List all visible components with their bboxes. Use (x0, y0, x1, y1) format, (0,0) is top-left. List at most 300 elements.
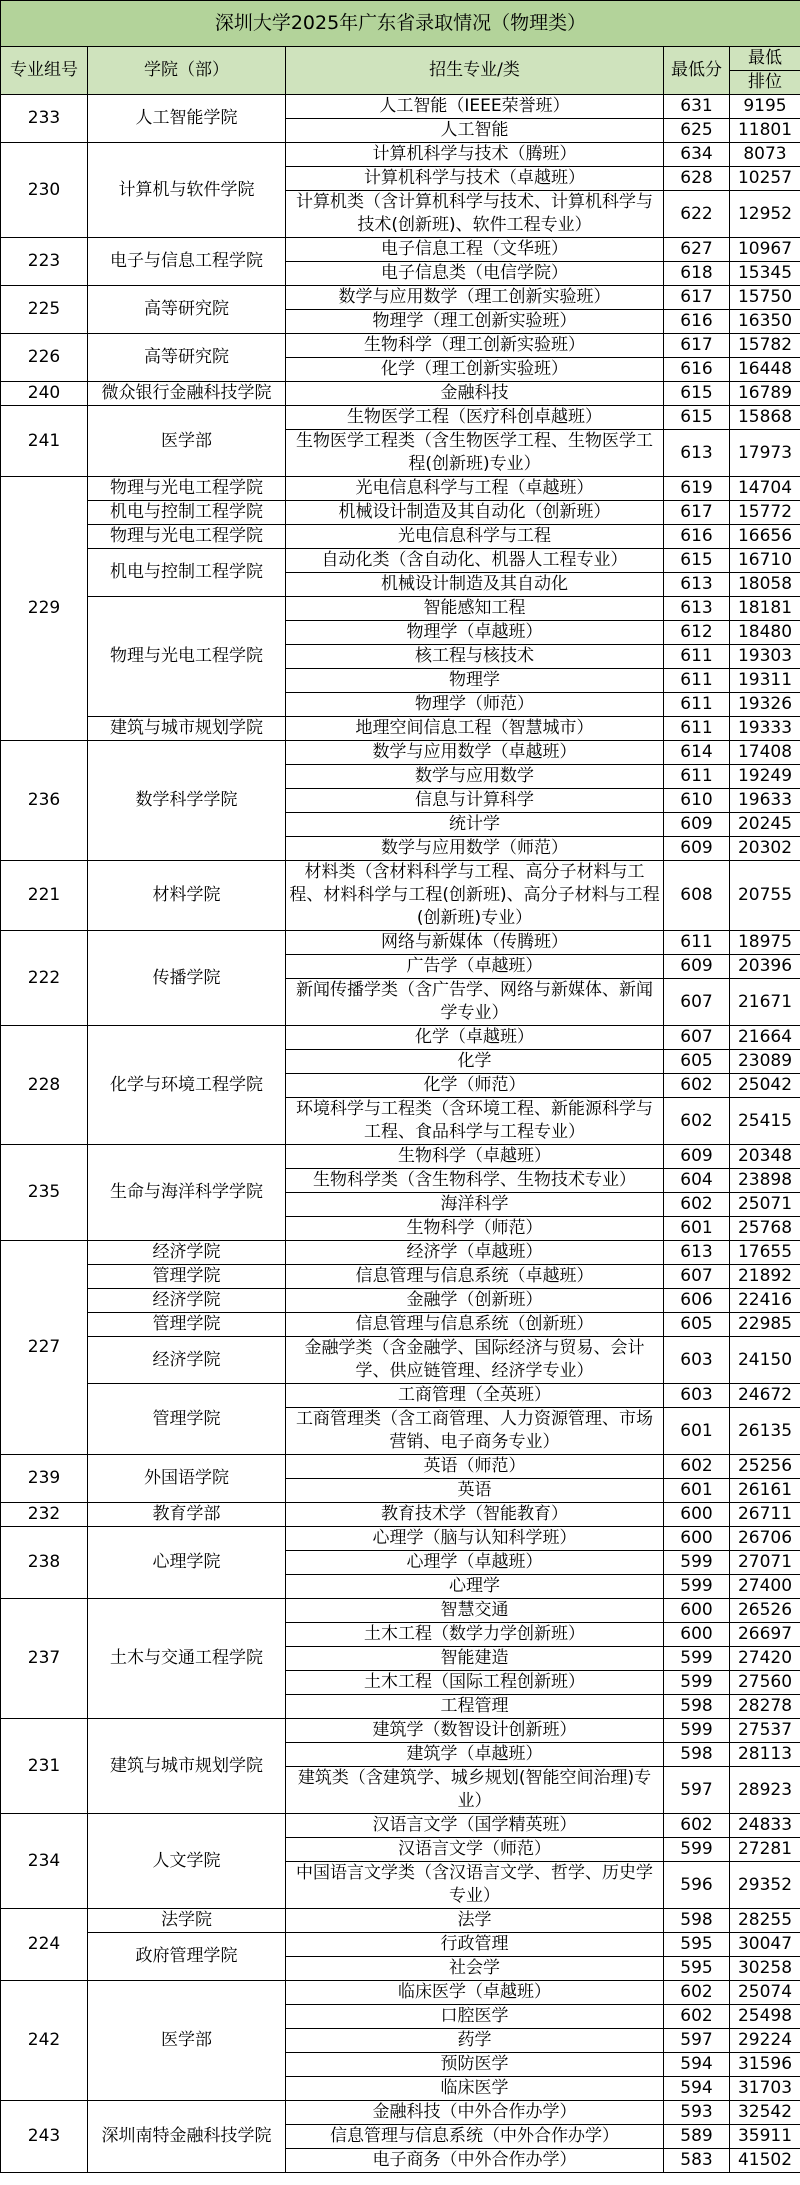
min-rank-cell: 17655 (730, 1241, 800, 1265)
college-cell: 管理学院 (88, 1265, 286, 1289)
major-cell: 化学（理工创新实验班） (286, 358, 664, 382)
college-cell: 管理学院 (88, 1313, 286, 1337)
min-score-cell: 607 (664, 979, 730, 1026)
min-rank-cell: 41502 (730, 2149, 800, 2173)
major-cell: 人工智能 (286, 119, 664, 143)
min-rank-cell: 32542 (730, 2101, 800, 2125)
min-score-cell: 613 (664, 1241, 730, 1265)
college-cell: 政府管理学院 (88, 1933, 286, 1981)
min-score-cell: 615 (664, 382, 730, 406)
min-rank-cell: 26711 (730, 1503, 800, 1527)
table-row (1, 406, 800, 430)
min-score-cell: 599 (664, 1551, 730, 1575)
min-score-cell: 595 (664, 1933, 730, 1957)
major-cell: 金融科技（中外合作办学） (286, 2101, 664, 2125)
major-cell: 经济学（卓越班） (286, 1241, 664, 1265)
major-cell: 预防医学 (286, 2053, 664, 2077)
table-row (1, 1814, 800, 1838)
min-score-cell: 618 (664, 262, 730, 286)
major-cell: 建筑学（卓越班） (286, 1743, 664, 1767)
major-cell: 电子信息工程（文华班） (286, 238, 664, 262)
group-id-cell: 221 (1, 861, 88, 931)
college-cell: 经济学院 (88, 1241, 286, 1265)
college-cell: 心理学院 (88, 1527, 286, 1599)
min-rank-cell: 31703 (730, 2077, 800, 2101)
major-cell: 化学（师范） (286, 1074, 664, 1098)
major-cell: 心理学（脑与认知科学班） (286, 1527, 664, 1551)
min-rank-cell: 19303 (730, 645, 800, 669)
major-cell: 生物科学（卓越班） (286, 1145, 664, 1169)
table-row (1, 238, 800, 262)
major-cell: 金融科技 (286, 382, 664, 406)
min-rank-cell: 26706 (730, 1527, 800, 1551)
group-id-cell: 232 (1, 1503, 88, 1527)
major-cell: 中国语言文学类（含汉语言文学、哲学、历史学专业） (286, 1862, 664, 1909)
table-body (1, 95, 800, 2173)
min-score-cell: 602 (664, 1193, 730, 1217)
table-row (1, 717, 800, 741)
major-cell: 生物科学（理工创新实验班） (286, 334, 664, 358)
min-score-cell: 611 (664, 669, 730, 693)
min-rank-cell: 15345 (730, 262, 800, 286)
college-cell: 材料学院 (88, 861, 286, 931)
min-score-cell: 611 (664, 765, 730, 789)
college-cell: 传播学院 (88, 931, 286, 1026)
min-rank-cell: 19326 (730, 693, 800, 717)
table-row (1, 1455, 800, 1479)
table-row (1, 1527, 800, 1551)
min-score-cell: 614 (664, 741, 730, 765)
min-rank-cell: 19249 (730, 765, 800, 789)
major-cell: 数学与应用数学（师范） (286, 837, 664, 861)
min-rank-cell: 16656 (730, 525, 800, 549)
min-score-cell: 605 (664, 1313, 730, 1337)
min-score-cell: 617 (664, 501, 730, 525)
college-cell: 土木与交通工程学院 (88, 1599, 286, 1719)
min-rank-cell: 12952 (730, 191, 800, 238)
major-cell: 生物科学类（含生物科学、生物技术专业） (286, 1169, 664, 1193)
major-cell: 汉语言文学（国学精英班） (286, 1814, 664, 1838)
major-cell: 信息管理与信息系统（中外合作办学） (286, 2125, 664, 2149)
table-row (1, 741, 800, 765)
min-score-cell: 601 (664, 1408, 730, 1455)
table-row (1, 1241, 800, 1265)
major-cell: 口腔医学 (286, 2005, 664, 2029)
min-rank-cell: 30047 (730, 1933, 800, 1957)
min-rank-cell: 25042 (730, 1074, 800, 1098)
major-cell: 教育技术学（智能教育） (286, 1503, 664, 1527)
min-rank-cell: 18480 (730, 621, 800, 645)
min-rank-cell: 26697 (730, 1623, 800, 1647)
min-rank-cell: 24833 (730, 1814, 800, 1838)
min-rank-cell: 23898 (730, 1169, 800, 1193)
min-score-cell: 616 (664, 525, 730, 549)
min-rank-cell: 21664 (730, 1026, 800, 1050)
major-cell: 社会学 (286, 1957, 664, 1981)
min-score-cell: 599 (664, 1838, 730, 1862)
college-cell: 经济学院 (88, 1337, 286, 1384)
major-cell: 临床医学（卓越班） (286, 1981, 664, 2005)
table-row (1, 1719, 800, 1743)
major-cell: 信息管理与信息系统（创新班） (286, 1313, 664, 1337)
min-rank-cell: 27400 (730, 1575, 800, 1599)
major-cell: 数学与应用数学（卓越班） (286, 741, 664, 765)
min-score-cell: 603 (664, 1337, 730, 1384)
min-rank-cell: 27071 (730, 1551, 800, 1575)
min-score-cell: 622 (664, 191, 730, 238)
min-score-cell: 616 (664, 358, 730, 382)
min-rank-cell: 25256 (730, 1455, 800, 1479)
table-row (1, 1933, 800, 1957)
min-score-cell: 609 (664, 955, 730, 979)
group-id-cell: 229 (1, 477, 88, 741)
table-row (1, 1145, 800, 1169)
major-cell: 行政管理 (286, 1933, 664, 1957)
min-rank-cell: 35911 (730, 2125, 800, 2149)
min-rank-cell: 15772 (730, 501, 800, 525)
major-cell: 智慧交通 (286, 1599, 664, 1623)
table-row (1, 501, 800, 525)
table-title: 深圳大学2025年广东省录取情况（物理类） (1, 1, 800, 47)
min-score-cell: 600 (664, 1527, 730, 1551)
college-cell: 法学院 (88, 1909, 286, 1933)
min-rank-cell: 21671 (730, 979, 800, 1026)
group-id-cell: 228 (1, 1026, 88, 1145)
major-cell: 新闻传播学类（含广告学、网络与新媒体、新闻学专业） (286, 979, 664, 1026)
major-cell: 心理学 (286, 1575, 664, 1599)
min-rank-cell: 27281 (730, 1838, 800, 1862)
min-score-cell: 597 (664, 2029, 730, 2053)
min-score-cell: 593 (664, 2101, 730, 2125)
major-cell: 电子商务（中外合作办学） (286, 2149, 664, 2173)
major-cell: 数学与应用数学 (286, 765, 664, 789)
table-row (1, 1313, 800, 1337)
major-cell: 金融学（创新班） (286, 1289, 664, 1313)
college-cell: 计算机与软件学院 (88, 143, 286, 238)
min-rank-cell: 26135 (730, 1408, 800, 1455)
table-row (1, 1026, 800, 1050)
min-score-cell: 601 (664, 1217, 730, 1241)
table-row (1, 1981, 800, 2005)
min-rank-cell: 19633 (730, 789, 800, 813)
min-rank-cell: 22416 (730, 1289, 800, 1313)
major-cell: 统计学 (286, 813, 664, 837)
min-score-cell: 625 (664, 119, 730, 143)
min-score-cell: 619 (664, 477, 730, 501)
group-id-cell: 238 (1, 1527, 88, 1599)
min-score-cell: 595 (664, 1957, 730, 1981)
table-row (1, 525, 800, 549)
group-id-cell: 233 (1, 95, 88, 143)
min-rank-cell: 16710 (730, 549, 800, 573)
major-cell: 地理空间信息工程（智慧城市） (286, 717, 664, 741)
min-score-cell: 602 (664, 1098, 730, 1145)
college-cell: 医学部 (88, 406, 286, 477)
min-rank-cell: 20245 (730, 813, 800, 837)
min-rank-cell: 15782 (730, 334, 800, 358)
min-rank-cell: 28113 (730, 1743, 800, 1767)
header-rank-top: 最低 (748, 48, 782, 68)
group-id-cell: 224 (1, 1909, 88, 1981)
min-score-cell: 600 (664, 1623, 730, 1647)
table-row (1, 861, 800, 931)
min-score-cell: 609 (664, 1145, 730, 1169)
college-cell: 人工智能学院 (88, 95, 286, 143)
min-rank-cell: 8073 (730, 143, 800, 167)
major-cell: 广告学（卓越班） (286, 955, 664, 979)
min-rank-cell: 20755 (730, 861, 800, 931)
major-cell: 计算机类（含计算机科学与技术、计算机科学与技术(创新班)、软件工程专业） (286, 191, 664, 238)
college-cell: 化学与环境工程学院 (88, 1026, 286, 1145)
group-id-cell: 239 (1, 1455, 88, 1503)
min-rank-cell: 20302 (730, 837, 800, 861)
min-score-cell: 611 (664, 645, 730, 669)
min-score-cell: 606 (664, 1289, 730, 1313)
major-cell: 生物科学（师范） (286, 1217, 664, 1241)
min-rank-cell: 20348 (730, 1145, 800, 1169)
group-id-cell: 231 (1, 1719, 88, 1814)
table-row (1, 143, 800, 167)
major-cell: 智能感知工程 (286, 597, 664, 621)
min-score-cell: 607 (664, 1265, 730, 1289)
min-score-cell: 602 (664, 1455, 730, 1479)
min-score-cell: 602 (664, 2005, 730, 2029)
major-cell: 物理学 (286, 669, 664, 693)
college-cell: 教育学部 (88, 1503, 286, 1527)
min-rank-cell: 14704 (730, 477, 800, 501)
group-id-cell: 240 (1, 382, 88, 406)
group-id-cell: 237 (1, 1599, 88, 1719)
college-cell: 建筑与城市规划学院 (88, 717, 286, 741)
min-score-cell: 611 (664, 931, 730, 955)
table-row (1, 382, 800, 406)
group-id-cell: 226 (1, 334, 88, 382)
major-cell: 智能建造 (286, 1647, 664, 1671)
min-rank-cell: 20396 (730, 955, 800, 979)
min-score-cell: 615 (664, 406, 730, 430)
min-rank-cell: 31596 (730, 2053, 800, 2077)
min-rank-cell: 18181 (730, 597, 800, 621)
min-rank-cell: 29224 (730, 2029, 800, 2053)
major-cell: 数学与应用数学（理工创新实验班） (286, 286, 664, 310)
college-cell: 外国语学院 (88, 1455, 286, 1503)
major-cell: 临床医学 (286, 2077, 664, 2101)
min-score-cell: 589 (664, 2125, 730, 2149)
min-score-cell: 602 (664, 1981, 730, 2005)
min-score-cell: 605 (664, 1050, 730, 1074)
major-cell: 机械设计制造及其自动化（创新班） (286, 501, 664, 525)
min-score-cell: 611 (664, 693, 730, 717)
min-score-cell: 616 (664, 310, 730, 334)
min-score-cell: 613 (664, 430, 730, 477)
min-score-cell: 615 (664, 549, 730, 573)
major-cell: 网络与新媒体（传腾班） (286, 931, 664, 955)
table-row (1, 1503, 800, 1527)
min-score-cell: 634 (664, 143, 730, 167)
table-row (1, 1599, 800, 1623)
min-rank-cell: 24150 (730, 1337, 800, 1384)
min-rank-cell: 28923 (730, 1767, 800, 1814)
min-score-cell: 613 (664, 573, 730, 597)
table-row (1, 1337, 800, 1384)
college-cell: 微众银行金融科技学院 (88, 382, 286, 406)
min-rank-cell: 26161 (730, 1479, 800, 1503)
min-score-cell: 583 (664, 2149, 730, 2173)
major-cell: 环境科学与工程类（含环境工程、新能源科学与工程、食品科学与工程专业） (286, 1098, 664, 1145)
table-row (1, 1289, 800, 1313)
college-cell: 生命与海洋科学学院 (88, 1145, 286, 1241)
min-rank-cell: 26526 (730, 1599, 800, 1623)
min-score-cell: 602 (664, 1814, 730, 1838)
college-cell: 物理与光电工程学院 (88, 477, 286, 501)
min-rank-cell: 10967 (730, 238, 800, 262)
group-id-cell: 243 (1, 2101, 88, 2173)
table-row (1, 477, 800, 501)
min-rank-cell: 23089 (730, 1050, 800, 1074)
major-cell: 工商管理（全英班） (286, 1384, 664, 1408)
major-cell: 土木工程（数学力学创新班） (286, 1623, 664, 1647)
min-score-cell: 611 (664, 717, 730, 741)
major-cell: 化学（卓越班） (286, 1026, 664, 1050)
min-rank-cell: 25415 (730, 1098, 800, 1145)
min-score-cell: 594 (664, 2077, 730, 2101)
header-min-rank (730, 47, 800, 95)
major-cell: 法学 (286, 1909, 664, 1933)
major-cell: 核工程与核技术 (286, 645, 664, 669)
min-score-cell: 600 (664, 1503, 730, 1527)
group-id-cell: 236 (1, 741, 88, 861)
min-score-cell: 596 (664, 1862, 730, 1909)
min-score-cell: 603 (664, 1384, 730, 1408)
group-id-cell: 241 (1, 406, 88, 477)
header-min-score: 最低分 (664, 47, 730, 95)
college-cell: 高等研究院 (88, 286, 286, 334)
min-score-cell: 609 (664, 837, 730, 861)
college-cell: 电子与信息工程学院 (88, 238, 286, 286)
min-score-cell: 627 (664, 238, 730, 262)
min-score-cell: 602 (664, 1074, 730, 1098)
min-score-cell: 607 (664, 1026, 730, 1050)
min-rank-cell: 25498 (730, 2005, 800, 2029)
min-score-cell: 599 (664, 1719, 730, 1743)
group-id-cell: 225 (1, 286, 88, 334)
group-id-cell: 227 (1, 1241, 88, 1455)
header-group: 专业组号 (1, 47, 88, 95)
min-rank-cell: 30258 (730, 1957, 800, 1981)
major-cell: 建筑学（数智设计创新班） (286, 1719, 664, 1743)
min-rank-cell: 27537 (730, 1719, 800, 1743)
major-cell: 光电信息科学与工程 (286, 525, 664, 549)
college-cell: 管理学院 (88, 1384, 286, 1455)
min-rank-cell: 28278 (730, 1695, 800, 1719)
major-cell: 信息管理与信息系统（卓越班） (286, 1265, 664, 1289)
college-cell: 高等研究院 (88, 334, 286, 382)
min-score-cell: 598 (664, 1695, 730, 1719)
min-score-cell: 628 (664, 167, 730, 191)
major-cell: 计算机科学与技术（腾班） (286, 143, 664, 167)
major-cell: 化学 (286, 1050, 664, 1074)
min-score-cell: 598 (664, 1743, 730, 1767)
college-cell: 医学部 (88, 1981, 286, 2101)
group-id-cell: 234 (1, 1814, 88, 1909)
major-cell: 自动化类（含自动化、机器人工程专业） (286, 549, 664, 573)
min-score-cell: 599 (664, 1575, 730, 1599)
college-cell: 人文学院 (88, 1814, 286, 1909)
min-rank-cell: 19333 (730, 717, 800, 741)
min-rank-cell: 18058 (730, 573, 800, 597)
min-score-cell: 599 (664, 1647, 730, 1671)
header-major: 招生专业/类 (286, 47, 664, 95)
header-rank-bottom: 排位 (730, 70, 800, 94)
major-cell: 物理学（理工创新实验班） (286, 310, 664, 334)
college-cell: 数学科学学院 (88, 741, 286, 861)
major-cell: 工程管理 (286, 1695, 664, 1719)
group-id-cell: 242 (1, 1981, 88, 2101)
major-cell: 信息与计算科学 (286, 789, 664, 813)
min-rank-cell: 25074 (730, 1981, 800, 2005)
college-cell: 建筑与城市规划学院 (88, 1719, 286, 1814)
major-cell: 土木工程（国际工程创新班） (286, 1671, 664, 1695)
major-cell: 物理学（师范） (286, 693, 664, 717)
college-cell: 机电与控制工程学院 (88, 501, 286, 525)
table-row (1, 95, 800, 119)
min-score-cell: 598 (664, 1909, 730, 1933)
group-id-cell: 223 (1, 238, 88, 286)
min-score-cell: 610 (664, 789, 730, 813)
major-cell: 心理学（卓越班） (286, 1551, 664, 1575)
min-score-cell: 613 (664, 597, 730, 621)
min-rank-cell: 15868 (730, 406, 800, 430)
min-score-cell: 617 (664, 334, 730, 358)
min-rank-cell: 24672 (730, 1384, 800, 1408)
min-score-cell: 599 (664, 1671, 730, 1695)
table-row (1, 2101, 800, 2125)
min-rank-cell: 28255 (730, 1909, 800, 1933)
college-cell: 机电与控制工程学院 (88, 549, 286, 597)
min-rank-cell: 27560 (730, 1671, 800, 1695)
min-rank-cell: 25768 (730, 1217, 800, 1241)
min-score-cell: 609 (664, 813, 730, 837)
major-cell: 机械设计制造及其自动化 (286, 573, 664, 597)
min-score-cell: 594 (664, 2053, 730, 2077)
min-rank-cell: 25071 (730, 1193, 800, 1217)
major-cell: 电子信息类（电信学院） (286, 262, 664, 286)
group-id-cell: 230 (1, 143, 88, 238)
major-cell: 金融学类（含金融学、国际经济与贸易、会计学、供应链管理、经济学专业） (286, 1337, 664, 1384)
table-row (1, 1909, 800, 1933)
min-score-cell: 604 (664, 1169, 730, 1193)
min-rank-cell: 10257 (730, 167, 800, 191)
min-score-cell: 612 (664, 621, 730, 645)
major-cell: 材料类（含材料科学与工程、高分子材料与工程、材料科学与工程(创新班)、高分子材料与工程(创新班)专业） (286, 861, 664, 931)
major-cell: 海洋科学 (286, 1193, 664, 1217)
min-score-cell: 597 (664, 1767, 730, 1814)
major-cell: 工商管理类（含工商管理、人力资源管理、市场营销、电子商务专业） (286, 1408, 664, 1455)
table-row (1, 1384, 800, 1408)
table-row (1, 931, 800, 955)
major-cell: 汉语言文学（师范） (286, 1838, 664, 1862)
min-rank-cell: 18975 (730, 931, 800, 955)
min-rank-cell: 16350 (730, 310, 800, 334)
min-rank-cell: 9195 (730, 95, 800, 119)
group-id-cell: 222 (1, 931, 88, 1026)
min-score-cell: 631 (664, 95, 730, 119)
major-cell: 英语（师范） (286, 1455, 664, 1479)
college-cell: 深圳南特金融科技学院 (88, 2101, 286, 2173)
major-cell: 生物医学工程类（含生物医学工程、生物医学工程(创新班)专业） (286, 430, 664, 477)
min-rank-cell: 27420 (730, 1647, 800, 1671)
table-row (1, 1265, 800, 1289)
